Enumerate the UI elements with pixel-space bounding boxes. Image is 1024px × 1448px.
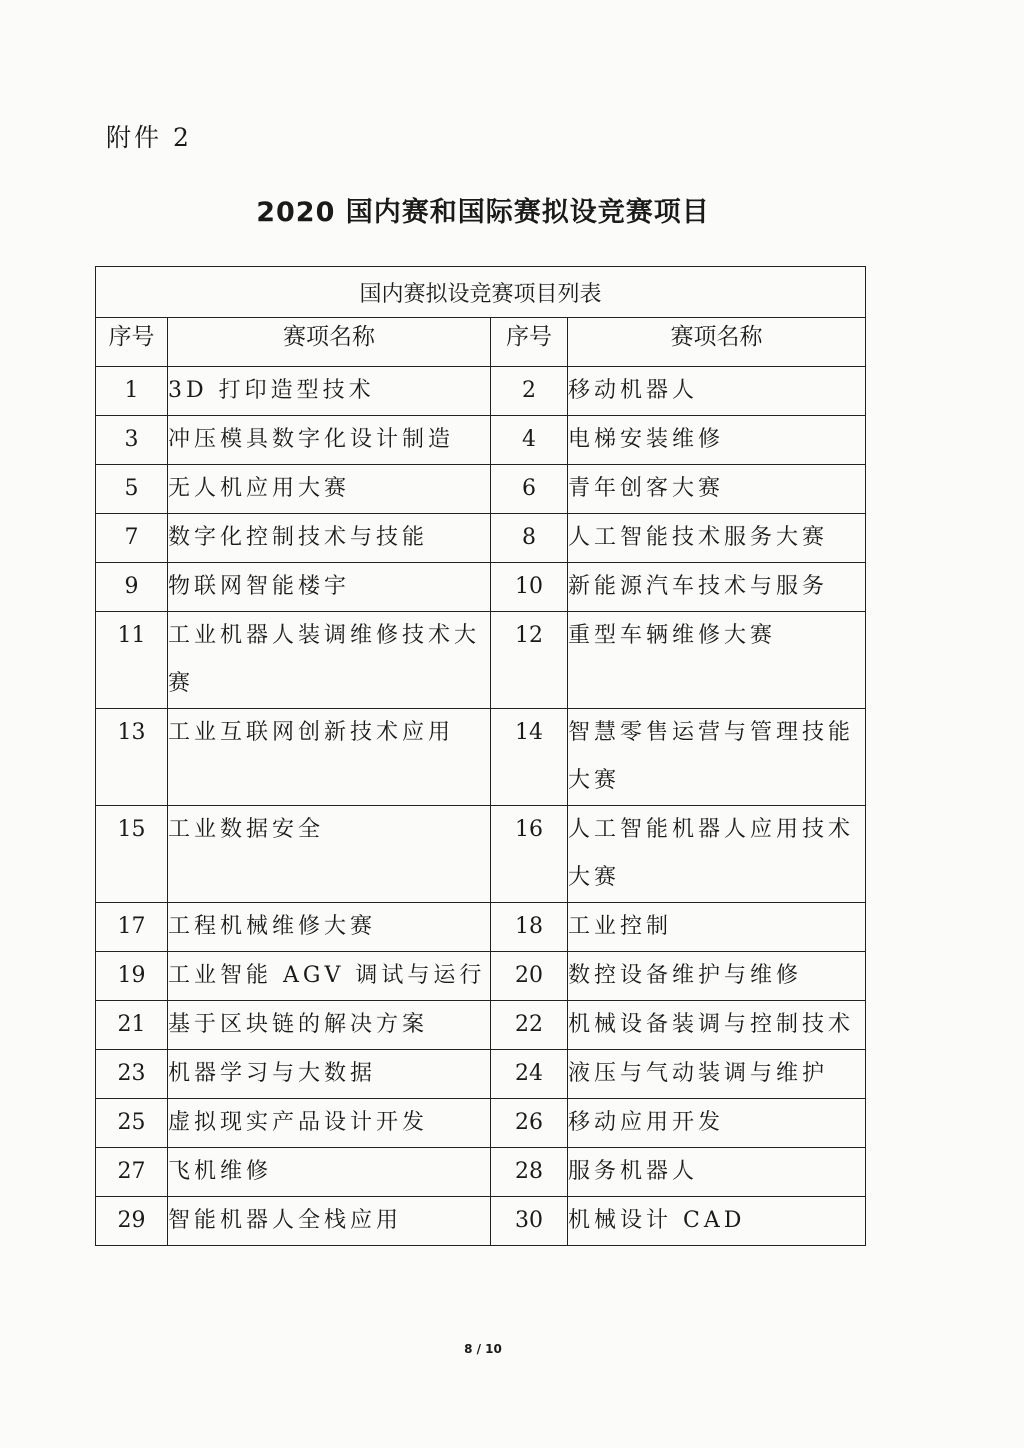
entry-number: 5 [96,465,168,514]
entry-number: 1 [96,367,168,416]
entry-number: 13 [96,709,168,806]
entry-number: 7 [96,514,168,563]
entry-number: 3 [96,416,168,465]
entry-name: 飞机维修 [168,1148,491,1197]
page-number: 8 / 10 [464,1342,502,1356]
table-row [96,903,866,952]
entry-number: 26 [491,1099,568,1148]
entry-name: 工业智能 AGV 调试与运行 [168,952,491,1001]
entry-name: 无人机应用大赛 [168,465,491,514]
entry-name: 青年创客大赛 [568,465,866,514]
entry-name: 智能机器人全栈应用 [168,1197,491,1246]
entry-number: 22 [491,1001,568,1050]
table-row [96,416,866,465]
entry-name: 机械设计 CAD [568,1197,866,1246]
entry-name: 数控设备维护与维修 [568,952,866,1001]
entry-name: 机器学习与大数据 [168,1050,491,1099]
entry-number: 11 [96,612,168,709]
entry-number: 15 [96,806,168,903]
entry-name: 物联网智能楼宇 [168,563,491,612]
entry-name: 人工智能技术服务大赛 [568,514,866,563]
entry-number: 19 [96,952,168,1001]
table-row [96,612,866,709]
competition-table [95,266,866,1246]
entry-name: 工业机器人装调维修技术大赛 [168,612,491,709]
attachment-label: 附件 2 [106,123,192,152]
entry-number: 25 [96,1099,168,1148]
entry-number: 6 [491,465,568,514]
table-row [96,1148,866,1197]
entry-name: 新能源汽车技术与服务 [568,563,866,612]
column-header-number: 序号 [491,318,568,367]
entry-number: 8 [491,514,568,563]
table-row [96,709,866,806]
entry-name: 工程机械维修大赛 [168,903,491,952]
entry-name: 工业控制 [568,903,866,952]
entry-number: 2 [491,367,568,416]
entry-name: 3D 打印造型技术 [168,367,491,416]
entry-name: 基于区块链的解决方案 [168,1001,491,1050]
table-row [96,1099,866,1148]
table-row [96,1197,866,1246]
entry-number: 4 [491,416,568,465]
column-header-name: 赛项名称 [568,318,866,367]
entry-number: 9 [96,563,168,612]
entry-number: 29 [96,1197,168,1246]
entry-name: 数字化控制技术与技能 [168,514,491,563]
table-row [96,563,866,612]
table-row [96,952,866,1001]
table-row [96,806,866,903]
entry-number: 30 [491,1197,568,1246]
column-header-number: 序号 [96,318,168,367]
entry-number: 28 [491,1148,568,1197]
entry-number: 16 [491,806,568,903]
table-body [96,367,866,1246]
entry-name: 智慧零售运营与管理技能大赛 [568,709,866,806]
entry-number: 18 [491,903,568,952]
page-title: 2020 国内赛和国际赛拟设竞赛项目 [256,197,710,228]
table-caption: 国内赛拟设竞赛项目列表 [96,267,866,318]
table-row [96,1050,866,1099]
entry-number: 23 [96,1050,168,1099]
entry-name: 冲压模具数字化设计制造 [168,416,491,465]
entry-name: 电梯安装维修 [568,416,866,465]
entry-name: 机械设备装调与控制技术 [568,1001,866,1050]
entry-name: 移动应用开发 [568,1099,866,1148]
entry-name: 人工智能机器人应用技术大赛 [568,806,866,903]
table-row [96,514,866,563]
entry-number: 17 [96,903,168,952]
entry-number: 21 [96,1001,168,1050]
entry-number: 14 [491,709,568,806]
entry-number: 10 [491,563,568,612]
entry-name: 移动机器人 [568,367,866,416]
entry-name: 服务机器人 [568,1148,866,1197]
entry-name: 重型车辆维修大赛 [568,612,866,709]
entry-name: 工业数据安全 [168,806,491,903]
entry-name: 液压与气动装调与维护 [568,1050,866,1099]
entry-number: 27 [96,1148,168,1197]
column-header-name: 赛项名称 [168,318,491,367]
entry-number: 24 [491,1050,568,1099]
table-row [96,465,866,514]
table-row [96,367,866,416]
entry-number: 20 [491,952,568,1001]
entry-name: 虚拟现实产品设计开发 [168,1099,491,1148]
entry-name: 工业互联网创新技术应用 [168,709,491,806]
table-row [96,1001,866,1050]
entry-number: 12 [491,612,568,709]
